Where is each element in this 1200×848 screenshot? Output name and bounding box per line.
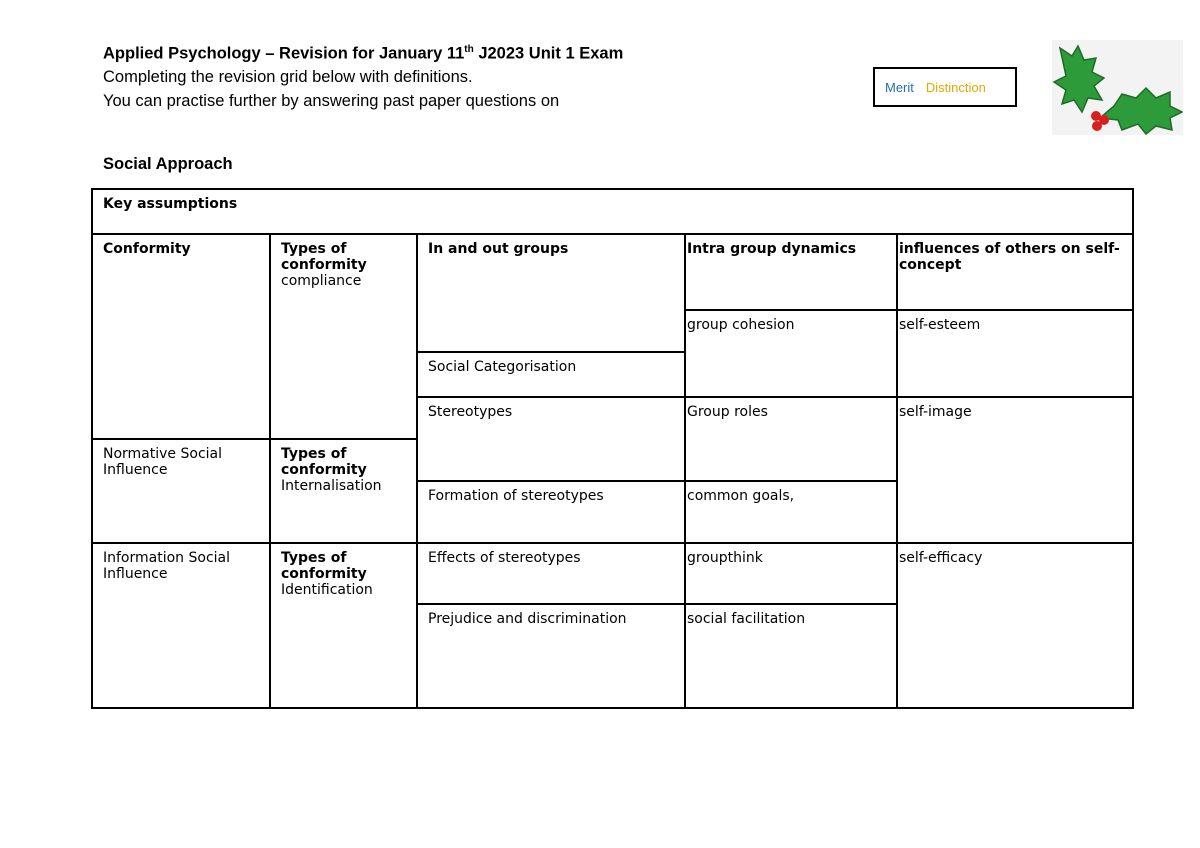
distinction-label: Distinction — [925, 79, 986, 95]
normative-social-influence-cell: Normative Social Influence — [103, 446, 222, 478]
compliance-label: compliance — [281, 273, 362, 289]
self-esteem-cell: self-esteem — [899, 317, 981, 333]
influences-on-self-concept-header: influences of others on self-concept — [899, 241, 1120, 273]
self-image-cell: self-image — [899, 404, 972, 420]
group-roles-cell: Group roles — [687, 404, 768, 420]
types-of-conformity-label: Types of conformity — [281, 241, 367, 273]
conformity-header: Conformity — [103, 241, 191, 257]
types-of-conformity-label: Types of conformity — [281, 550, 367, 582]
stereotypes-cell: Stereotypes — [428, 404, 513, 420]
self-efficacy-cell: self-efficacy — [899, 550, 983, 566]
identification-label: Identification — [281, 582, 373, 598]
intra-group-dynamics-header: Intra group dynamics — [687, 241, 857, 257]
key-assumptions-cell: Key assumptions — [103, 196, 238, 212]
common-goals-cell: common goals, — [687, 488, 795, 504]
social-facilitation-cell: social facilitation — [687, 611, 806, 627]
effects-of-stereotypes-cell: Effects of stereotypes — [428, 550, 581, 566]
types-of-conformity-compliance-cell — [271, 235, 416, 295]
instruction-line-1: Completing the revision grid below with definitions. — [103, 68, 473, 86]
types-of-conformity-label: Types of conformity — [281, 446, 367, 478]
prejudice-and-discrimination-cell: Prejudice and discrimination — [428, 611, 627, 627]
document-title: Applied Psychology – Revision for January 11th J2023 Unit 1 Exam — [103, 44, 624, 63]
merit-label: Merit — [885, 79, 914, 95]
internalisation-label: Internalisation — [281, 478, 382, 494]
social-categorisation-cell: Social Categorisation — [428, 359, 577, 375]
section-title: Social Approach — [103, 155, 233, 173]
groupthink-cell: groupthink — [687, 550, 763, 566]
instruction-line-2: You can practise further by answering past paper questions on — [103, 92, 560, 110]
formation-of-stereotypes-cell: Formation of stereotypes — [428, 488, 604, 504]
types-of-conformity-internalisation-cell — [271, 440, 416, 500]
types-of-conformity-identification-cell — [271, 544, 416, 604]
information-social-influence-cell: Information Social Influence — [103, 550, 230, 582]
in-and-out-groups-header: In and out groups — [428, 241, 569, 257]
group-cohesion-cell: group cohesion — [687, 317, 795, 333]
